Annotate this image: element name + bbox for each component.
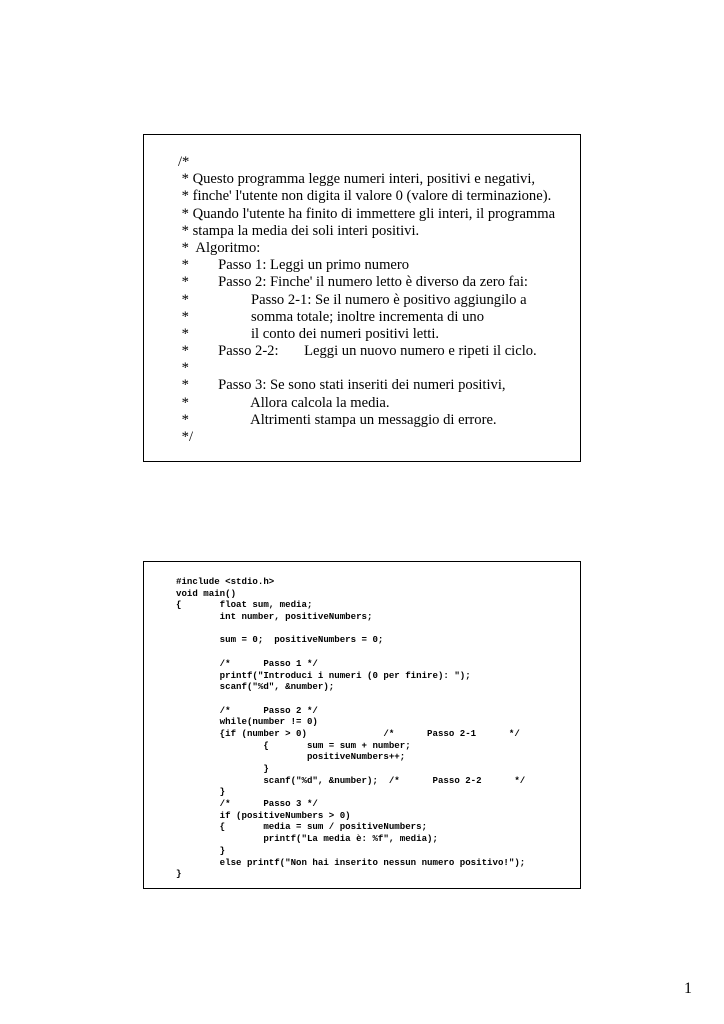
page-number: 1 <box>684 980 692 997</box>
code-line: #include <stdio.h> <box>176 576 275 587</box>
code-line: while(number != 0) <box>176 716 318 728</box>
code-line: if (positiveNumbers > 0) <box>176 809 351 821</box>
comment-line: * finche' l'utente non digita il valore 0 (valore di terminazione). <box>178 188 552 205</box>
code-line: } <box>176 868 182 880</box>
code-line: int number, positiveNumbers; <box>176 611 373 623</box>
comment-line: * Altrimenti stampa un messaggio di errore. <box>178 411 497 428</box>
code-line: /* Passo 1 */ <box>176 657 318 669</box>
code-line: } <box>176 786 226 798</box>
code-line: { float sum, media; <box>176 599 313 611</box>
comment-line: * Passo 1: Leggi un primo numero <box>178 257 410 274</box>
code-line: void main() <box>176 587 237 599</box>
comment-line: * stampa la media dei soli interi positivi. <box>178 222 420 239</box>
comment-line: * il conto dei numeri positivi letti. <box>178 325 440 342</box>
c-source-code <box>176 576 576 880</box>
comment-line: * Passo 2: Finche' il numero letto è diverso da zero fai: <box>178 274 528 291</box>
code-line: {if (number > 0) /* Passo 2-1 */ <box>176 727 520 739</box>
code-line: printf("La media è: %f", media); <box>176 833 438 845</box>
comment-line: */ <box>178 429 193 445</box>
code-line: else printf("Non hai inserito nessun numero positivo!"); <box>176 856 526 868</box>
comment-line: * Questo programma legge numeri interi, positivi e negativi, <box>178 171 536 188</box>
algorithm-comment <box>178 154 578 446</box>
code-line <box>176 646 576 658</box>
code-line: /* Passo 3 */ <box>176 798 318 810</box>
code-line: printf("Introduci i numeri (0 per finire): "); <box>176 669 471 681</box>
comment-line: * Passo 3: Se sono stati inseriti dei numeri positivi, <box>178 377 506 394</box>
comment-line: * Quando l'utente ha finito di immettere gli interi, il programma <box>178 205 556 222</box>
code-line: } <box>176 763 269 774</box>
code-line <box>176 623 576 635</box>
code-line: scanf("%d", &number); /* Passo 2-2 */ <box>176 774 526 786</box>
code-line: scanf("%d", &number); <box>176 681 335 693</box>
comment-line: * somma totale; inoltre incrementa di uno <box>178 308 484 325</box>
comment-line: * Algoritmo: <box>178 239 261 256</box>
code-line: { media = sum / positiveNumbers; <box>176 821 428 833</box>
code-line: positiveNumbers++; <box>176 751 406 763</box>
comment-line: * Allora calcola la media. <box>178 394 390 411</box>
code-line <box>176 693 576 705</box>
code-line: sum = 0; positiveNumbers = 0; <box>176 634 384 646</box>
code-line: } <box>176 844 226 856</box>
code-line: /* Passo 2 */ <box>176 704 318 716</box>
comment-line: * Passo 2-2: Leggi un nuovo numero e ripeti il ciclo. <box>178 343 537 360</box>
comment-line: * Passo 2-1: Se il numero è positivo aggiungilo a <box>178 291 527 308</box>
code-line: { sum = sum + number; <box>176 739 411 751</box>
comment-line: /* <box>178 154 190 170</box>
comment-line: * <box>178 360 189 377</box>
